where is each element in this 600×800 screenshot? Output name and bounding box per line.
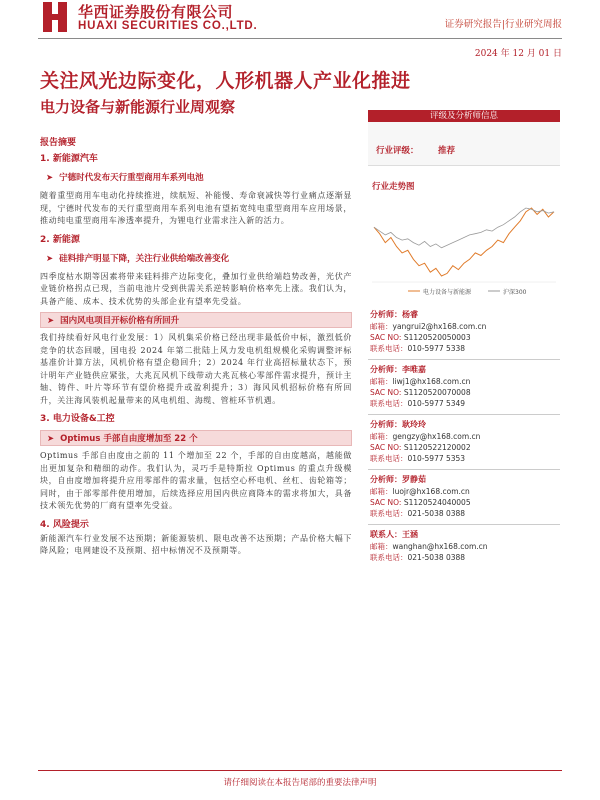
section-paragraph: 新能源汽车行业发展不达预期；新能源装机、限电改善不达预期；产品价格大幅下降风险；电网建设不及预期、招中标情况不及预期等。 (40, 533, 352, 555)
arrow-icon: ➤ (47, 316, 55, 326)
section-subheading-boxed: ➤ Optimus 手部自由度增加至 22 个 (40, 430, 352, 446)
report-type: 证券研究报告|行业研究周报 (444, 19, 562, 30)
header-divider (38, 38, 562, 39)
analyst-email: 邮箱：luojr@hx168.com.cn (370, 487, 470, 496)
panel-title: 评级及分析师信息 (368, 110, 560, 122)
analyst-name: 分析师：杨睿 (370, 310, 418, 319)
report-summary (40, 135, 352, 562)
analyst-card (368, 305, 560, 354)
legend-label-0: 电力设备与新能源 (423, 289, 472, 296)
contact-card (368, 524, 560, 563)
arrow-icon: ➤ (46, 173, 54, 183)
section-heading: 3. 电力设备&工控 (40, 414, 115, 424)
contact-name: 联系人：王涵 (370, 530, 418, 539)
series-line-0 (374, 208, 554, 276)
section-subheading: ➤ 宁德时代发布天行重型商用车系列电池 (46, 173, 204, 183)
section-paragraph: Optimus 手部自由度由之前的 11 个增加至 22 个，手部的自由度越高，越能做出更加复杂和精细的动作。我们认为，灵巧手是特斯拉 Optimus 的重点升级模块，自由度增加将提升应用零部件的需求量，包括空心杯电机、丝杠、齿轮箱等；同时，由于部零部件使用增加，后续选择应用国内供应商降本的需求将加大，具备技术领先优势的厂商有望率先受益。 (40, 451, 352, 510)
analyst-name: 分析师：李唯嘉 (370, 365, 426, 374)
analyst-card (368, 414, 560, 464)
series-line-1 (374, 208, 554, 248)
analyst-sac: SAC NO: S1120520050003 (370, 333, 471, 342)
rating-box (368, 122, 560, 166)
section-heading: 2. 新能源 (40, 234, 80, 245)
rating-label: 行业评级： (376, 146, 419, 156)
analyst-sac: SAC NO: S1120522120002 (370, 443, 471, 452)
analyst-name: 分析师：耿玲玲 (370, 420, 426, 429)
rating-value: 推荐 (438, 146, 456, 156)
analyst-sidebar (368, 110, 560, 563)
section-paragraph: 我们持续看好风电行业发展：1）风机集采价格已经出现非最低价中标，激烈低价竞争的状态回暖，国电投 2024 年第二批陆上风力发电机组规模化采购调整评标基准价计算方法，风机价格有望企稳回升；2）2024 年行业高招标量状态下，预计明年产业链供应紧张，大兆瓦风机下线带动大兆瓦核心零部件需求提升，预计主轴、铸件、叶片等环节有望价格提升或盈利提升；3）海风风机招标价格有所回升，关注海风装机起量带来的风电机组、海缆、管桩环节机遇。 (40, 333, 352, 405)
section-paragraph: 四季度枯水期等因素将带来硅料排产边际变化，叠加行业供给端趋势改善，光伏产业链价格拐点已现，当前电池片受到供需关系逆转影响价格率先上涨。我们认为，具备产能、成本、技术优势的头部企业有望率先受益。 (40, 271, 352, 306)
section-subheading: ➤ 硅料排产明显下降，关注行业供给端改善变化 (46, 253, 230, 264)
analyst-name: 分析师：罗静茹 (370, 475, 426, 484)
page-subtitle: 电力设备与新能源行业周观察 (40, 98, 236, 116)
analyst-tel: 联系电话：021-5038 0388 (370, 509, 466, 518)
arrow-icon: ➤ (47, 434, 55, 444)
legend-label-1: 沪深300 (503, 289, 527, 296)
analyst-email: 邮箱：gengzy@hx168.com.cn (370, 432, 481, 441)
trend-chart-svg (368, 200, 560, 300)
trend-chart-title: 行业走势图 (372, 182, 415, 192)
contact-email: 邮箱：wanghan@hx168.com.cn (370, 542, 488, 551)
analyst-tel: 联系电话：010-5977 5349 (370, 399, 466, 408)
analyst-sac: SAC NO: S1120524040005 (370, 498, 471, 507)
analyst-tel: 联系电话：010-5977 5338 (370, 344, 466, 353)
summary-label: 报告摘要 (40, 138, 77, 148)
analyst-email: 邮箱：yangrui2@hx168.com.cn (370, 322, 487, 331)
analyst-tel: 联系电话：010-5977 5353 (370, 454, 466, 463)
section-paragraph: 随着重型商用车电动化持续推进，续航短、补能慢、寿命衰减快等行业痛点逐渐显现，宁德时代发布的天行重型商用车系列电池有望拓宽纯电重型商用车应用场景，推动纯电重型商用车渗透率提升，为锂电行业需求注入新的活力。 (40, 191, 352, 225)
analyst-email: 邮箱：liwj1@hx168.com.cn (370, 377, 471, 386)
analyst-sac: SAC NO: S1120520070008 (370, 388, 471, 397)
report-date: 2024 年 12 月 01 日 (474, 49, 562, 59)
analyst-card (368, 359, 560, 409)
trend-chart (368, 200, 560, 300)
analyst-card (368, 469, 560, 519)
section-heading: 4. 风险提示 (40, 519, 89, 530)
footer-divider (38, 770, 562, 771)
contact-tel: 联系电话：021-5038 0388 (370, 553, 466, 562)
company-name-cn: 华西证券股份有限公司 (78, 3, 234, 21)
section-subheading-boxed: ➤ 国内风电项目开标价格有所回升 (40, 312, 352, 328)
arrow-icon: ➤ (46, 253, 54, 264)
section-heading: 1. 新能源汽车 (40, 154, 98, 164)
footer-disclaimer: 请仔细阅读在本报告尾部的重要法律声明 (223, 778, 377, 788)
analyst-list (368, 305, 560, 563)
company-name-en: HUAXI SECURITIES CO.,LTD. (78, 20, 258, 32)
page-title: 关注风光边际变化，人形机器人产业化推进 (40, 70, 411, 92)
huaxi-logo-icon (40, 0, 70, 34)
